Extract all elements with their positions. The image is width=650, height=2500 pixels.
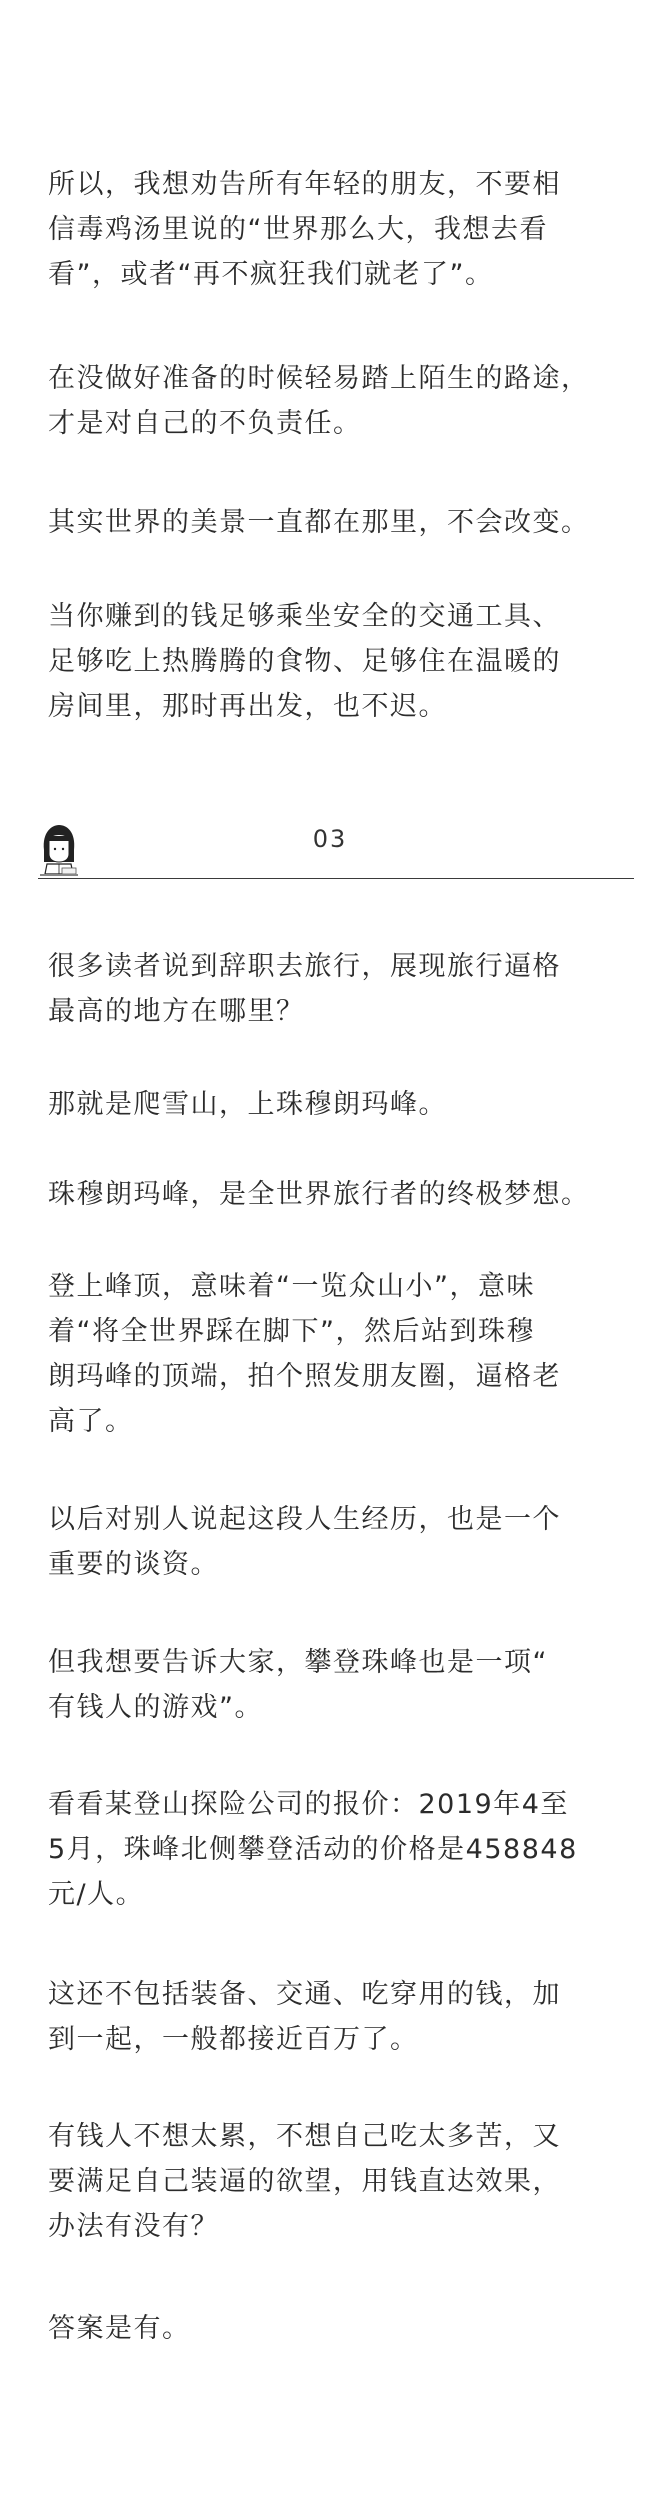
- paragraph-when-ready: [48, 594, 628, 729]
- text-line: 很多读者说到辞职去旅行，展现旅行逼格: [48, 951, 561, 982]
- text-line: 珠穆朗玛峰，是全世界旅行者的终极梦想。: [48, 1179, 590, 1210]
- paragraph-summit: [48, 1264, 628, 1444]
- paragraph-readers-question: [48, 944, 628, 1034]
- text-line: 5月，珠峰北侧攀登活动的价格是458848: [48, 1834, 578, 1865]
- text-line: 有钱人不想太累，不想自己吃太多苦，又: [48, 2121, 561, 2152]
- paragraph-talking-point: [48, 1497, 628, 1587]
- text-line: 那就是爬雪山，上珠穆朗玛峰。: [48, 1089, 447, 1120]
- section-number: 03: [312, 825, 348, 853]
- text-line: 这还不包括装备、交通、吃穿用的钱，加: [48, 1979, 561, 2010]
- text-line: 答案是有。: [48, 2313, 191, 2344]
- text-line: 元/人。: [48, 1879, 145, 1910]
- text-line: 所以，我想劝告所有年轻的朋友，不要相: [48, 169, 561, 200]
- text-line: 房间里，那时再出发，也不迟。: [48, 691, 447, 722]
- text-line: 以后对别人说起这段人生经历，也是一个: [48, 1504, 561, 1535]
- text-line: 才是对自己的不负责任。: [48, 408, 362, 439]
- text-line: 信毒鸡汤里说的“世界那么大，我想去看: [48, 214, 548, 245]
- paragraph-scenery: [48, 500, 628, 545]
- text-line: 高了。: [48, 1406, 134, 1437]
- paragraph-ultimate-dream: [48, 1172, 628, 1217]
- text-line: 有钱人的游戏”。: [48, 1692, 263, 1723]
- paragraph-extra-costs: [48, 1972, 628, 2062]
- text-line: 看”，或者“再不疯狂我们就老了”。: [48, 259, 494, 290]
- text-line: 最高的地方在哪里？: [48, 996, 305, 1027]
- section-divider: [38, 822, 634, 892]
- text-line: 足够吃上热腾腾的食物、足够住在温暖的: [48, 646, 561, 677]
- text-line: 要满足自己装逼的欲望，用钱直达效果，: [48, 2166, 561, 2197]
- paragraph-shortcut-question: [48, 2114, 628, 2249]
- text-line: 看看某登山探险公司的报价：2019年4至: [48, 1789, 569, 1820]
- paragraph-preparation: [48, 356, 628, 446]
- text-line: 朗玛峰的顶端，拍个照发朋友圈，逼格老: [48, 1361, 561, 1392]
- paragraph-price-quote: [48, 1782, 628, 1917]
- divider-line: [38, 878, 634, 879]
- text-line: 在没做好准备的时候轻易踏上陌生的路途，: [48, 363, 590, 394]
- girl-avatar-icon: [38, 822, 80, 880]
- paragraph-answer: [48, 2306, 628, 2351]
- text-line: 但我想要告诉大家，攀登珠峰也是一项“: [48, 1647, 548, 1678]
- text-line: 着“将全世界踩在脚下”，然后站到珠穆: [48, 1316, 535, 1347]
- text-line: 其实世界的美景一直都在那里，不会改变。: [48, 507, 590, 538]
- text-line: 到一起，一般都接近百万了。: [48, 2024, 419, 2055]
- text-line: 登上峰顶，意味着“一览众山小”，意味: [48, 1271, 535, 1302]
- text-line: 当你赚到的钱足够乘坐安全的交通工具、: [48, 601, 561, 632]
- paragraph-rich-game: [48, 1640, 628, 1730]
- paragraph-everest: [48, 1082, 628, 1127]
- paragraph-advice: [48, 162, 628, 297]
- text-line: 办法有没有？: [48, 2211, 219, 2242]
- text-line: 重要的谈资。: [48, 1549, 219, 1580]
